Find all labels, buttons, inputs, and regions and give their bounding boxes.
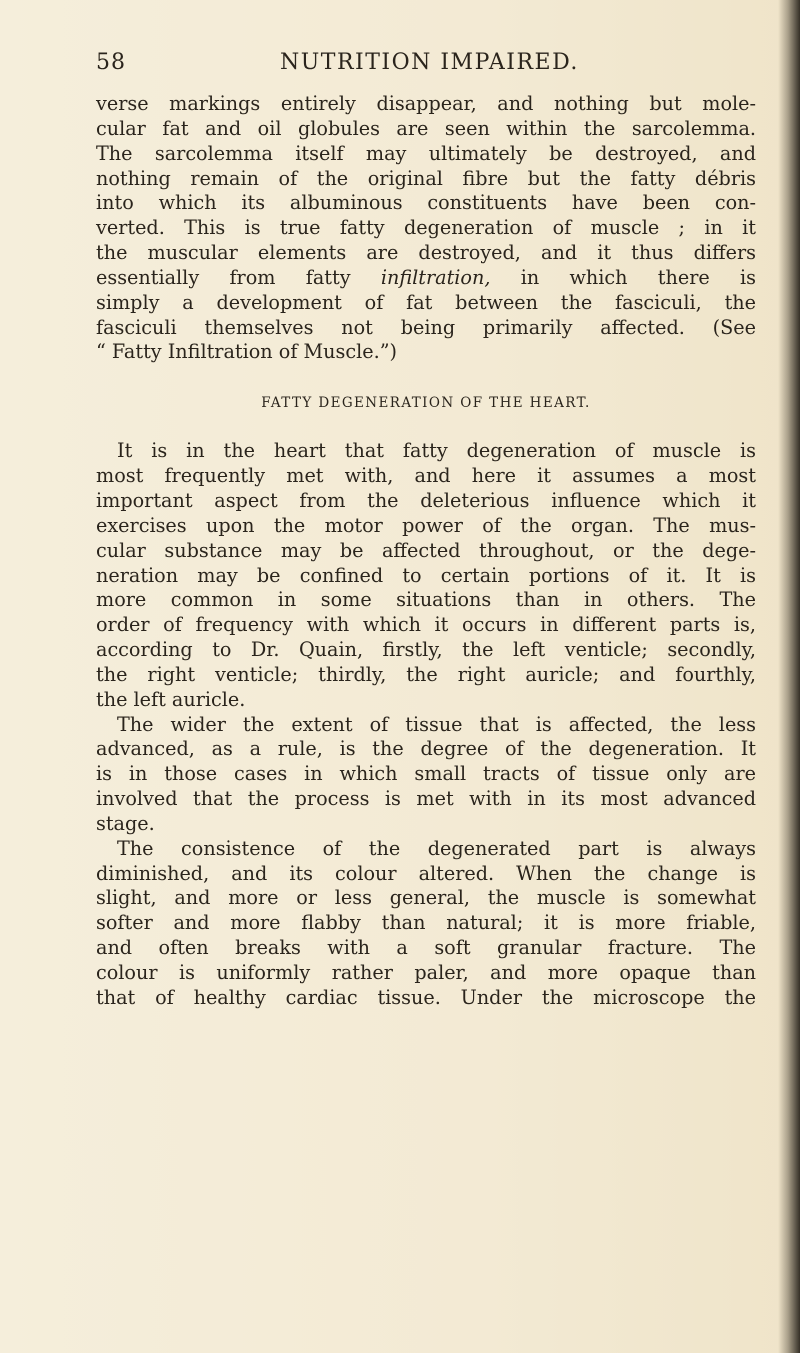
- text-run: in which there is: [490, 265, 756, 289]
- text-line: neration may be confined to certain portions of it. It is: [96, 563, 756, 587]
- text-line: verted. This is true fatty degeneration of muscle ; in it: [96, 216, 756, 240]
- text-line: slight, and more or less general, the muscle is somewhat: [96, 886, 756, 910]
- text-line: The wider the extent of tissue that is affected, the less: [117, 712, 756, 736]
- text-line: more common in some situations than in others. The: [96, 588, 756, 612]
- text-line: advanced, as a rule, is the degree of the degeneration. It: [96, 737, 756, 761]
- text-line: most frequently met with, and here it assumes a most: [96, 464, 756, 488]
- paragraph-4: [96, 837, 756, 1011]
- text-line: verse markings entirely disappear, and nothing but mole-: [96, 92, 756, 115]
- italic-term: infiltration,: [380, 265, 491, 289]
- text-line: order of frequency with which it occurs in different parts is,: [96, 613, 756, 637]
- text-line: into which its albuminous constituents have been con-: [96, 191, 756, 215]
- section-heading: FATTY DEGENERATION OF THE HEART.: [261, 395, 591, 412]
- text-line: cular substance may be affected throughout, or the dege-: [96, 538, 756, 562]
- text-line: cular fat and oil globules are seen within the sarcolemma.: [96, 116, 756, 140]
- text-line: important aspect from the deleterious influence which it: [96, 488, 756, 512]
- text-line: and often breaks with a soft granular fracture. The: [96, 936, 756, 960]
- paragraph-2: [96, 439, 756, 712]
- body-text: [96, 92, 756, 1011]
- text-line: softer and more flabby than natural; it is more friable,: [96, 911, 756, 935]
- text-run: essentially from fatty: [96, 265, 381, 289]
- section-break: [96, 365, 756, 439]
- text-line: the right venticle; thirdly, the right auricle; and fourthly,: [96, 662, 756, 686]
- text-line: diminished, and its colour altered. When the change is: [96, 861, 756, 885]
- text-line: nothing remain of the original fibre but the fatty débris: [96, 166, 756, 190]
- running-head: NUTRITION IMPAIRED.: [280, 50, 579, 75]
- text-line: exercises upon the motor power of the organ. The mus-: [96, 513, 756, 537]
- text-line: simply a development of fat between the fasciculi, the: [96, 290, 756, 314]
- text-line: colour is uniformly rather paler, and more opaque than: [96, 961, 756, 984]
- paragraph-1: [96, 92, 756, 365]
- text-line: is in those cases in which small tracts of tissue only are: [96, 762, 756, 786]
- page-edge-shadow: [778, 0, 800, 1353]
- text-line: It is in the heart that fatty degeneration of muscle is: [117, 439, 756, 463]
- text-line: [96, 266, 756, 291]
- text-line: The sarcolemma itself may ultimately be destroyed, and: [96, 141, 756, 165]
- text-line: involved that the process is met with in its most advanced: [96, 787, 756, 811]
- text-line: according to Dr. Quain, firstly, the left venticle; secondly,: [96, 638, 756, 662]
- text-line: “ Fatty Infiltration of Muscle.”): [96, 340, 398, 364]
- text-line: stage.: [96, 811, 155, 835]
- page-header: [96, 50, 756, 84]
- page-number: 58: [96, 50, 126, 75]
- text-line: the left auricle.: [96, 687, 246, 711]
- text-line: fasciculi themselves not being primarily affected. (See: [96, 315, 756, 339]
- text-line: The consistence of the degenerated part is always: [117, 836, 756, 860]
- text-line: that of healthy cardiac tissue. Under the microscope the: [96, 985, 756, 1009]
- text-line: the muscular elements are destroyed, and it thus differs: [96, 241, 756, 265]
- paragraph-3: [96, 713, 756, 837]
